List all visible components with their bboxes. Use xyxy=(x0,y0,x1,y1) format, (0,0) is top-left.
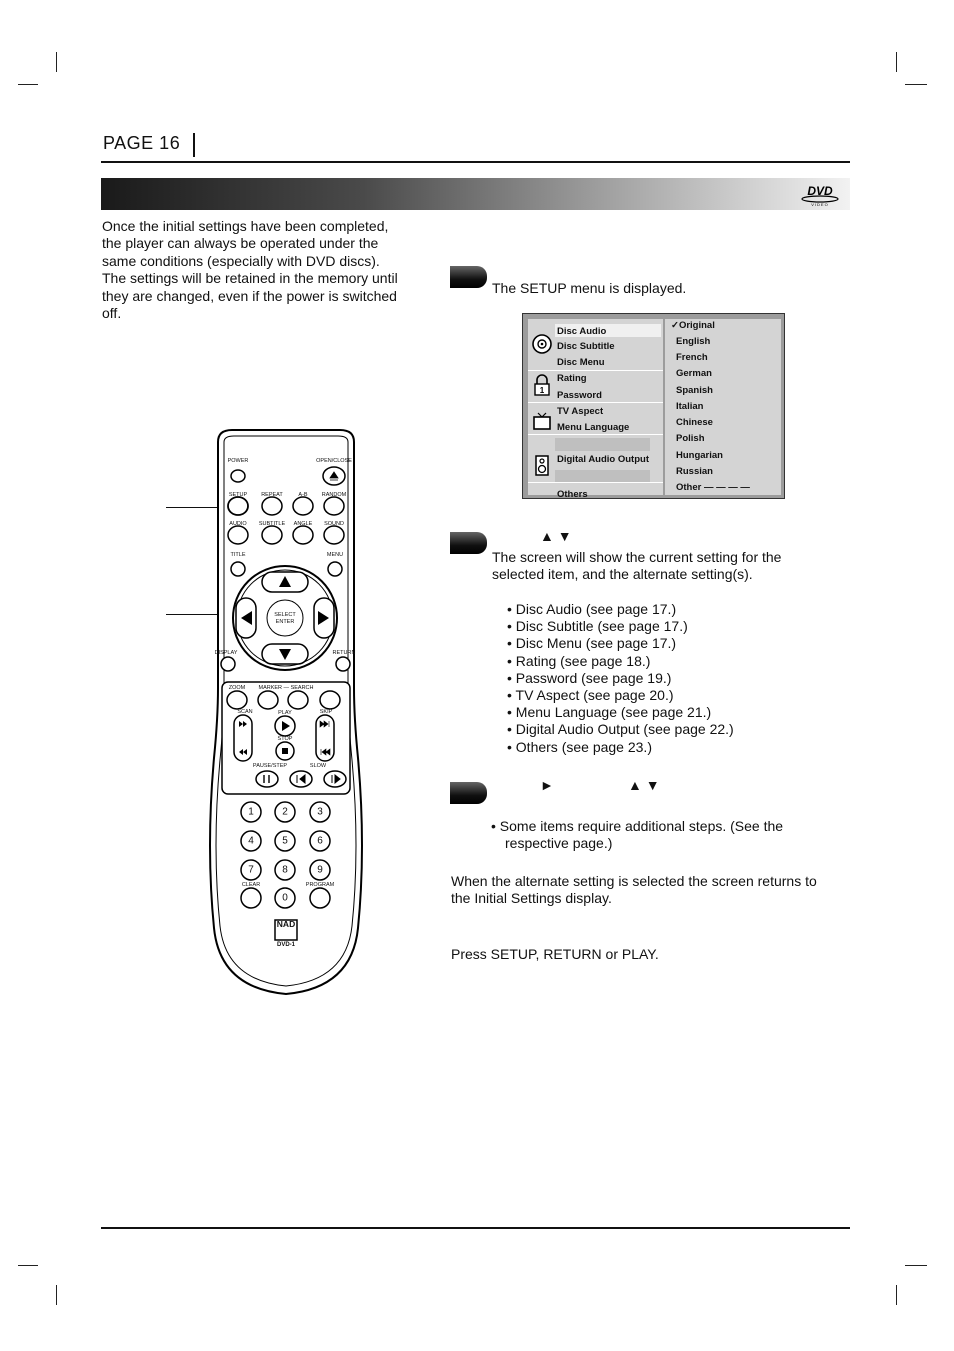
step-1-text: The SETUP menu is displayed. xyxy=(492,280,687,296)
after-selection-text: When the alternate setting is selected the screen returns to the Initial Settings display. xyxy=(451,873,817,907)
brand-logo: NAD xyxy=(276,919,296,929)
option-russian[interactable]: Russian xyxy=(676,466,713,477)
scan-label: SCAN xyxy=(237,709,253,715)
digit-6-button: 6 xyxy=(317,835,323,847)
repeat-button-label: REPEAT xyxy=(261,492,283,498)
empty-row xyxy=(555,438,650,451)
menu-item-password[interactable]: Password xyxy=(557,390,602,401)
crop-mark xyxy=(905,1265,927,1266)
enter-label: ENTER xyxy=(275,619,295,625)
svg-text:DVD: DVD xyxy=(807,184,833,198)
remote-labels xyxy=(204,428,368,998)
list-item: • Disc Menu (see page 17.) xyxy=(507,635,677,652)
setting-list xyxy=(507,601,734,756)
slow-label: SLOW xyxy=(309,763,327,769)
crop-mark xyxy=(18,84,38,85)
intro-paragraph: Once the initial settings have been completed, the player can always be operated under the same conditions (especially with DVD discs). The settings will be retained in the memory until they are changed, even if the power is switched off. xyxy=(102,218,398,322)
menu-item-disc-audio[interactable]: Disc Audio xyxy=(557,326,607,337)
option-other[interactable]: Other — — — — xyxy=(676,482,750,493)
subtitle-button-label: SUBTITLE xyxy=(258,521,286,527)
header-rule xyxy=(101,161,850,163)
list-item: • TV Aspect (see page 20.) xyxy=(507,687,674,704)
exit-instruction: Press SETUP, RETURN or PLAY. xyxy=(451,946,659,962)
menu-item-disc-subtitle[interactable]: Disc Subtitle xyxy=(557,341,615,352)
option-hungarian[interactable]: Hungarian xyxy=(676,450,723,461)
menu-button-label: MENU xyxy=(326,552,344,558)
crop-mark xyxy=(896,1285,897,1305)
digit-5-button: 5 xyxy=(282,835,288,847)
select-label: SELECT xyxy=(274,612,296,618)
menu-item-digital-audio-output[interactable]: Digital Audio Output xyxy=(557,454,649,465)
option-french[interactable]: French xyxy=(676,352,708,363)
tv-icon xyxy=(531,410,553,432)
dvd-video-logo-icon xyxy=(800,181,840,207)
section-banner xyxy=(101,178,850,210)
digit-3-button: 3 xyxy=(317,806,323,818)
menu-item-disc-menu[interactable]: Disc Menu xyxy=(557,357,605,368)
step-2-arrows: ▲ ▼ xyxy=(540,528,572,544)
digit-9-button: 9 xyxy=(317,864,323,876)
clear-label: CLEAR xyxy=(241,882,261,888)
menu-item-rating[interactable]: Rating xyxy=(557,373,587,384)
ab-button-label: A-B xyxy=(298,492,308,498)
digit-1-button: 1 xyxy=(248,806,254,818)
setup-menu-screen xyxy=(522,313,785,499)
option-spanish[interactable]: Spanish xyxy=(676,385,713,396)
digit-4-button: 4 xyxy=(248,835,254,847)
svg-text:1: 1 xyxy=(539,386,545,395)
setup-menu-options xyxy=(665,319,781,495)
svg-text:VIDEO: VIDEO xyxy=(811,202,829,207)
menu-item-others[interactable]: Others xyxy=(557,489,588,500)
digit-7-button: 7 xyxy=(248,864,254,876)
step-3-arrows: ▲ ▼ xyxy=(628,777,660,793)
random-button-label: RANDOM xyxy=(321,492,347,498)
step-1-badge xyxy=(450,266,487,288)
program-label: PROGRAM xyxy=(305,882,335,888)
setup-menu-items xyxy=(528,319,663,500)
stop-label: STOP xyxy=(277,736,293,742)
step-3-right-arrow: ► xyxy=(540,777,554,793)
angle-button-label: ANGLE xyxy=(293,521,313,527)
option-italian[interactable]: Italian xyxy=(676,401,704,412)
option-english[interactable]: English xyxy=(676,336,711,347)
digit-0-button: 0 xyxy=(282,892,288,904)
header-divider xyxy=(193,133,195,157)
option-original[interactable]: ✓Original xyxy=(671,320,715,331)
title-button-label: TITLE xyxy=(230,552,246,558)
return-button-label: RETURN xyxy=(332,650,356,656)
model-name: DVD-1 xyxy=(276,942,296,948)
option-polish[interactable]: Polish xyxy=(676,433,705,444)
open-close-button-label: OPEN/CLOSE xyxy=(316,458,352,464)
option-german[interactable]: German xyxy=(676,368,712,379)
list-item: • Others (see page 23.) xyxy=(507,738,652,755)
digit-8-button: 8 xyxy=(282,864,288,876)
digit-2-button: 2 xyxy=(282,806,288,818)
step-3-badge xyxy=(450,782,487,804)
speaker-icon xyxy=(531,454,553,476)
list-item: • Digital Audio Output (see page 22.) xyxy=(507,721,734,738)
step-2-badge xyxy=(450,532,487,554)
audio-button-label: AUDIO xyxy=(229,521,247,527)
menu-item-menu-language[interactable]: Menu Language xyxy=(557,422,630,433)
setup-button-label: SETUP xyxy=(228,492,248,498)
list-item: • Disc Audio (see page 17.) xyxy=(507,601,677,617)
list-item: • Disc Subtitle (see page 17.) xyxy=(507,618,688,635)
list-item: • Menu Language (see page 21.) xyxy=(507,704,712,721)
list-item: • Password (see page 19.) xyxy=(507,669,672,686)
step-3-note: • Some items require additional steps. (See the respective page.) xyxy=(491,818,784,852)
crop-mark xyxy=(18,1265,38,1266)
zoom-button-label: ZOOM xyxy=(228,685,246,691)
crop-mark xyxy=(905,84,927,85)
crop-mark xyxy=(56,52,57,72)
skip-label: SKIP xyxy=(319,709,333,715)
crop-mark xyxy=(56,1285,57,1305)
disc-icon xyxy=(531,333,553,355)
play-label: PLAY xyxy=(278,710,292,716)
step-2-text: The screen will show the current setting for the selected item, and the alternate setting(s). xyxy=(492,549,782,583)
menu-item-tv-aspect[interactable]: TV Aspect xyxy=(557,406,604,417)
marker-search-label: MARKER — SEARCH xyxy=(258,685,314,691)
page-number: PAGE 16 xyxy=(103,133,181,153)
list-item: • Rating (see page 18.) xyxy=(507,652,651,669)
lock-icon xyxy=(531,374,553,396)
display-button-label: DISPLAY xyxy=(214,650,238,656)
option-chinese[interactable]: Chinese xyxy=(676,417,713,428)
crop-mark xyxy=(896,52,897,72)
sound-button-label: SOUND xyxy=(324,521,344,527)
pause-step-label: PAUSE/STEP xyxy=(252,763,288,769)
power-button-label: POWER xyxy=(227,458,249,464)
footer-rule xyxy=(101,1227,850,1229)
